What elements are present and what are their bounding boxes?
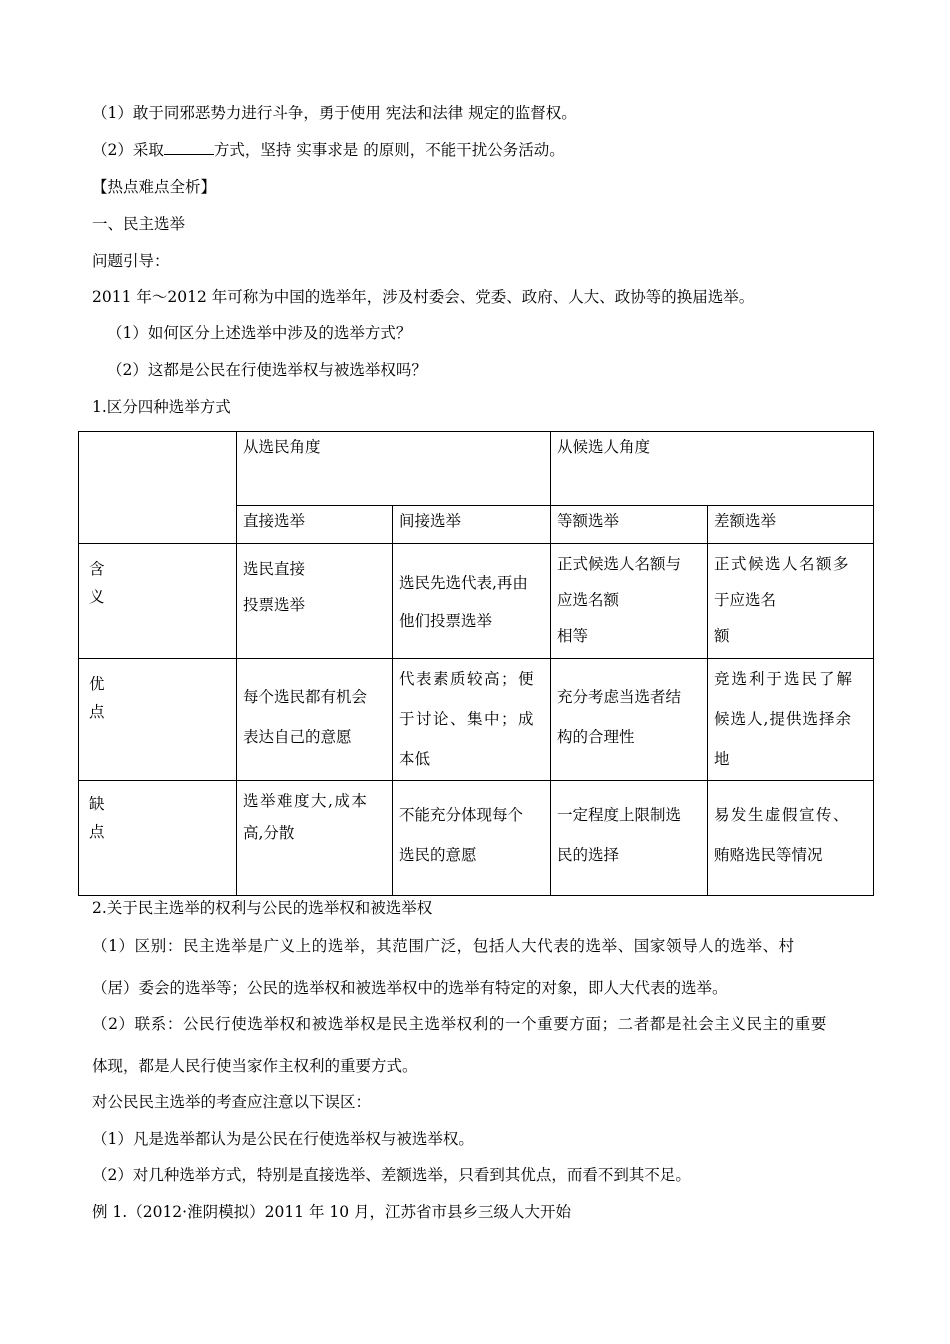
table-cell bbox=[708, 544, 874, 659]
cell-text: 相等 bbox=[557, 627, 589, 645]
table-cell bbox=[708, 659, 874, 781]
row-label bbox=[79, 659, 237, 781]
group-header-label: 从选民角度 bbox=[243, 438, 321, 456]
table-cell bbox=[237, 544, 393, 659]
column-header bbox=[237, 506, 393, 544]
section-title: 一、民主选举 bbox=[92, 215, 186, 233]
row-label bbox=[79, 544, 237, 659]
cell-text: 候选人,提供选择余 bbox=[714, 710, 852, 728]
table-cell bbox=[237, 659, 393, 781]
table-row bbox=[79, 544, 874, 659]
table-cell bbox=[237, 781, 393, 896]
cell-text: 于讨论、集中；成 bbox=[399, 710, 536, 728]
cell-text: 他们投票选举 bbox=[399, 612, 493, 630]
question-1: （1）如何区分上述选举中涉及的选举方式？ bbox=[107, 324, 412, 342]
cell-text: 于应选名 bbox=[714, 591, 777, 609]
election-methods-table bbox=[78, 431, 874, 896]
cell-text: 代表素质较高；便 bbox=[399, 670, 536, 688]
cell-text: 一定程度上限制选 bbox=[557, 806, 682, 824]
cell-text: 选民先选代表,再由 bbox=[399, 574, 528, 592]
table-cell bbox=[551, 781, 708, 896]
cell-text: 高,分散 bbox=[243, 824, 295, 842]
difference-paragraph-line-2: （居）委会的选举等；公民的选举权和被选举权中的选举有特定的对象，即人大代表的选举。 bbox=[92, 979, 728, 997]
section-heading: 【热点难点全析】 bbox=[92, 178, 217, 196]
fill-blank bbox=[164, 140, 214, 155]
cell-text: 本低 bbox=[399, 750, 431, 768]
misconception-intro: 对公民民主选举的考查应注意以下误区： bbox=[92, 1093, 372, 1111]
cell-text: 构的合理性 bbox=[557, 728, 635, 746]
misconception-1: （1）凡是选举都认为是公民在行使选举权与被选举权。 bbox=[92, 1130, 474, 1148]
row-label-char: 点 bbox=[89, 703, 105, 721]
cell-text: 每个选民都有机会 bbox=[243, 688, 368, 706]
question-2: （2）这都是公民在行使选举权与被选举权吗？ bbox=[107, 361, 427, 379]
table-cell bbox=[393, 544, 551, 659]
group-header-label: 从候选人角度 bbox=[557, 438, 651, 456]
column-header bbox=[708, 506, 874, 544]
group-header-voter bbox=[237, 432, 551, 506]
table-cell bbox=[551, 659, 708, 781]
text-fragment: （2）采取 bbox=[92, 141, 164, 159]
table-title: 1.区分四种选举方式 bbox=[92, 398, 231, 416]
table-cell bbox=[393, 659, 551, 781]
cell-text: 充分考虑当选者结 bbox=[557, 688, 682, 706]
text-line-with-blank bbox=[92, 140, 565, 160]
cell-text: 竞选利于选民了解 bbox=[714, 670, 855, 688]
cell-text: 正式候选人名额多 bbox=[714, 555, 851, 573]
cell-text: 地 bbox=[714, 750, 730, 768]
difference-paragraph-line-1: （1）区别：民主选举是广义上的选举，其范围广泛，包括人大代表的选举、国家领导人的选举、村 bbox=[92, 937, 795, 955]
row-label-char: 含 bbox=[89, 560, 105, 578]
question-intro: 问题引导： bbox=[92, 252, 170, 270]
cell-text: 表达自己的意愿 bbox=[243, 728, 352, 746]
row-label-char: 缺 bbox=[89, 795, 105, 813]
misconception-2: （2）对几种选举方式，特别是直接选举、差额选举，只看到其优点，而看不到其不足。 bbox=[92, 1166, 691, 1184]
cell-text: 选民直接 bbox=[243, 560, 306, 578]
column-header bbox=[393, 506, 551, 544]
cell-text: 民的选择 bbox=[557, 846, 620, 864]
table-row bbox=[79, 781, 874, 896]
column-header bbox=[551, 506, 708, 544]
row-label-char: 点 bbox=[89, 823, 105, 841]
cell-text: 贿赂选民等情况 bbox=[714, 846, 823, 864]
cell-text: 额 bbox=[714, 627, 730, 645]
cell-text: 选民的意愿 bbox=[399, 846, 477, 864]
row-label-char: 义 bbox=[89, 588, 105, 606]
cell-text: 易发生虚假宣传、 bbox=[714, 806, 851, 824]
row-label-char: 优 bbox=[89, 675, 105, 693]
cell-text: 正式候选人名额与 bbox=[557, 555, 682, 573]
part2-title: 2.关于民主选举的权利与公民的选举权和被选举权 bbox=[92, 899, 433, 917]
table-cell bbox=[708, 781, 874, 896]
text-line: （1）敢于同邪恶势力进行斗争，勇于使用 宪法和法律 规定的监督权。 bbox=[92, 104, 577, 122]
column-header-label: 等额选举 bbox=[557, 512, 620, 530]
relation-paragraph-line-1: （2）联系：公民行使选举权和被选举权是民主选举权利的一个重要方面；二者都是社会主义民主的重要 bbox=[92, 1015, 827, 1033]
text-fragment: 方式，坚持 实事求是 的原则，不能干扰公务活动。 bbox=[213, 141, 565, 159]
group-header-candidate bbox=[551, 432, 874, 506]
context-paragraph: 2011 年～2012 年可称为中国的选举年，涉及村委会、党委、政府、人大、政协等的换届选举。 bbox=[92, 288, 755, 306]
example-question: 例 1.（2012·淮阴模拟）2011 年 10 月，江苏省市县乡三级人大开始 bbox=[92, 1203, 572, 1221]
cell-text: 不能充分体现每个 bbox=[399, 806, 524, 824]
column-header-label: 直接选举 bbox=[243, 512, 306, 530]
row-label bbox=[79, 781, 237, 896]
column-header-label: 差额选举 bbox=[714, 512, 777, 530]
cell-text: 投票选举 bbox=[243, 596, 306, 614]
cell-text: 应选名额 bbox=[557, 591, 620, 609]
table-cell bbox=[551, 544, 708, 659]
table-corner-cell bbox=[79, 432, 237, 544]
table-row bbox=[79, 659, 874, 781]
relation-paragraph-line-2: 体现，都是人民行使当家作主权利的重要方式。 bbox=[92, 1057, 418, 1075]
cell-text: 选举难度大,成本 bbox=[243, 792, 369, 810]
column-header-label: 间接选举 bbox=[399, 512, 462, 530]
table-cell bbox=[393, 781, 551, 896]
